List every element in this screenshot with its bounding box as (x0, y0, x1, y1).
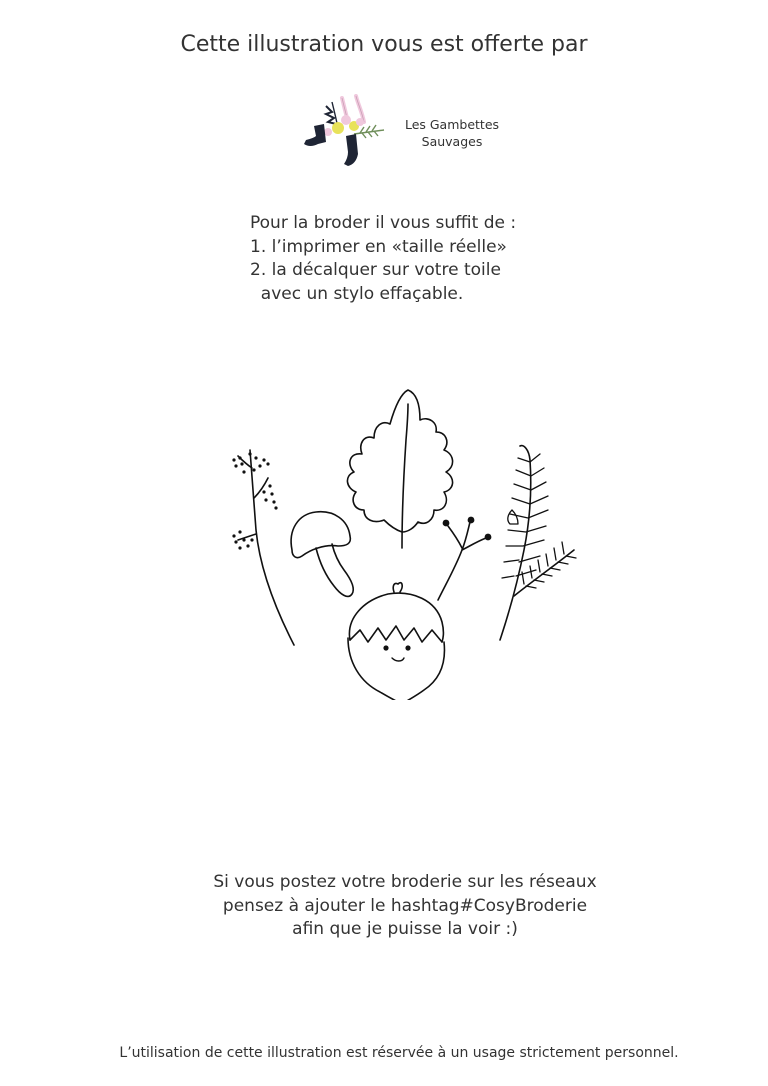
mushroom-icon (291, 512, 353, 597)
acorn-face-icon (348, 583, 444, 700)
brand-name-line2: Sauvages (421, 134, 483, 149)
instructions (250, 212, 630, 306)
instructions-line: 1. l’imprimer en «taille réelle» (250, 236, 507, 257)
berry-sprig-icon (232, 450, 294, 645)
instructions-line: avec un stylo effaçable. (250, 283, 464, 304)
fern-branch-icon (500, 446, 576, 640)
brand-name-line1: Les Gambettes (404, 117, 500, 132)
oak-leaf-icon (347, 390, 452, 548)
social-line: pensez à ajouter le hashtag#CosyBroderie (222, 895, 588, 916)
three-berry-twig-icon (438, 517, 491, 600)
social-line: Si vous postez votre broderie sur les réseaux (213, 872, 597, 892)
embroidery-illustration (214, 380, 594, 700)
brand-name (394, 116, 510, 150)
social-line: afin que je puisse la voir :) (292, 919, 518, 939)
page-title: Cette illustration vous est offerte par (180, 32, 588, 57)
social-sharing-note (0, 871, 768, 942)
usage-disclaimer: L’utilisation de cette illustration est réservée à un usage strictement personnel. (119, 1045, 679, 1061)
instructions-line: 2. la décalquer sur votre toile (250, 260, 501, 280)
brand-logo (296, 92, 392, 170)
instructions-line: Pour la broder il vous suffit de : (250, 213, 517, 233)
